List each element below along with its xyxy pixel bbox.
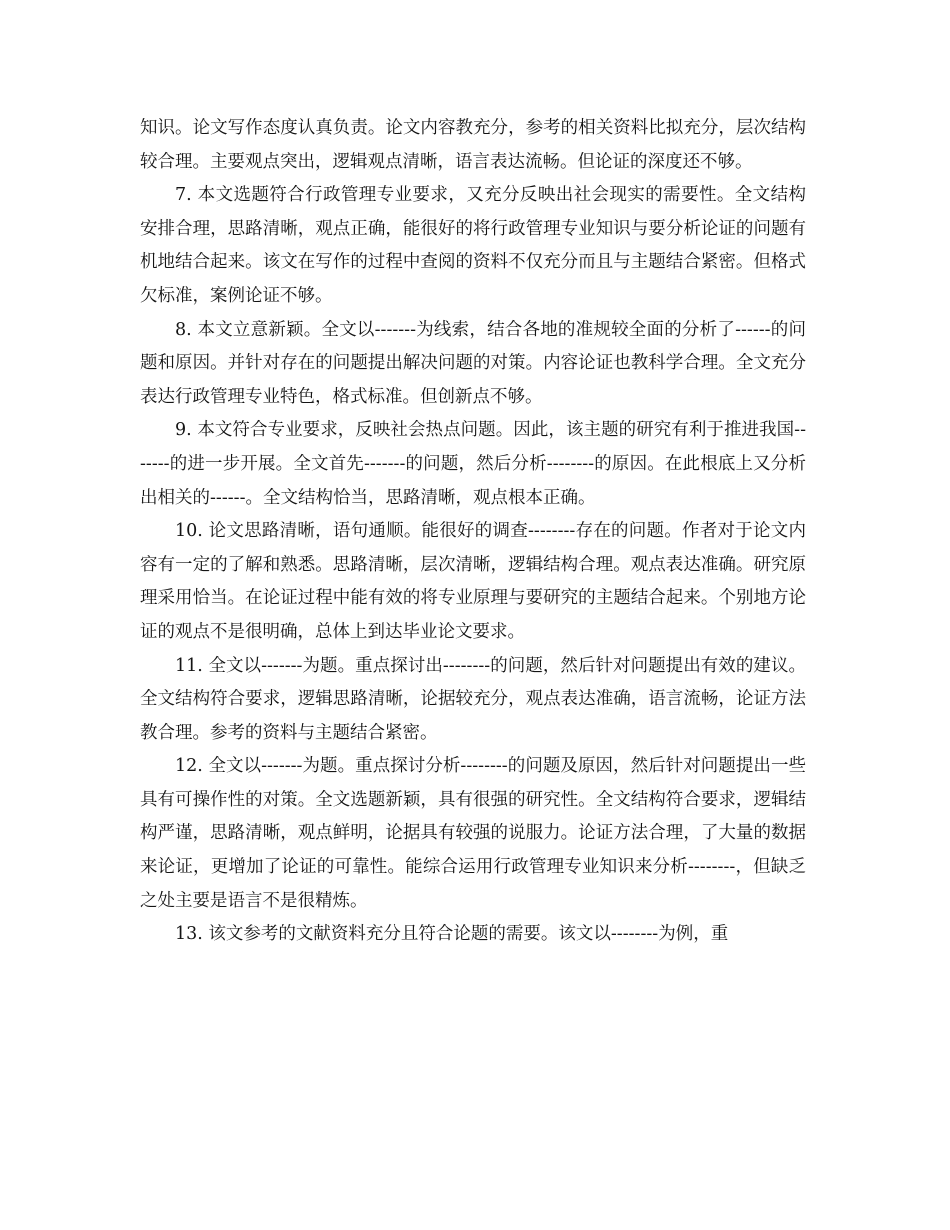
paragraph-item-7: 7. 本文选题符合行政管理专业要求，又充分反映出社会现实的需要性。全文结构安排合理，思路清晰，观点正确，能很好的将行政管理专业知识与要分析论证的问题有机地结合起来。该文在写作的过程中查阅的资料不仅充分而且与主题结合紧密。但格式欠标准，案例论证不够。: [140, 185, 806, 306]
paragraph-continuation: 知识。论文写作态度认真负责。论文内容教充分，参考的相关资料比拟充分，层次结构较合理。主要观点突出，逻辑观点清晰，语言表达流畅。但论证的深度还不够。: [140, 118, 806, 172]
paragraph-item-9: 9. 本文符合专业要求，反映社会热点问题。因此，该主题的研究有利于推进我国-------的进一步开展。全文首先-------的问题，然后分析--------的原因。在此根底上又分析出相关的------。全文结构恰当，思路清晰，观点根本正确。: [140, 420, 806, 508]
paragraph-item-12: 12. 全文以-------为题。重点探讨分析--------的问题及原因，然后针对问题提出一些具有可操作性的对策。全文选题新颖，具有很强的研究性。全文结构符合要求，逻辑结构严谨，思路清晰，观点鲜明，论据具有较强的说服力。论证方法合理，了大量的数据来论证，更增加了论证的可靠性。能综合运用行政管理专业知识来分析--------，但缺乏之处主要是语言不是很精炼。: [140, 756, 806, 911]
paragraph-item-13: 13. 该文参考的文献资料充分且符合论题的需要。该文以--------为例，重: [175, 924, 729, 945]
paragraph-item-8: 8. 本文立意新颖。全文以-------为线索，结合各地的准规较全面的分析了------的问题和原因。并针对存在的问题提出解决问题的对策。内容论证也教科学合理。全文充分表达行政管理专业特色，格式标准。但创新点不够。: [140, 319, 806, 407]
paragraph-item-10: 10. 论文思路清晰，语句通顺。能很好的调查--------存在的问题。作者对于论文内容有一定的了解和熟悉。思路清晰，层次清晰，逻辑结构合理。观点表达准确。研究原理采用恰当。在论证过程中能有效的将专业原理与要研究的主题结合起来。个别地方论证的观点不是很明确，总体上到达毕业论文要求。: [140, 521, 806, 642]
document-body: [140, 112, 806, 952]
paragraph-item-11: 11. 全文以-------为题。重点探讨出--------的问题，然后针对问题提出有效的建议。全文结构符合要求，逻辑思路清晰，论据较充分，观点表达准确，语言流畅，论证方法教合理。参考的资料与主题结合紧密。: [140, 655, 806, 743]
